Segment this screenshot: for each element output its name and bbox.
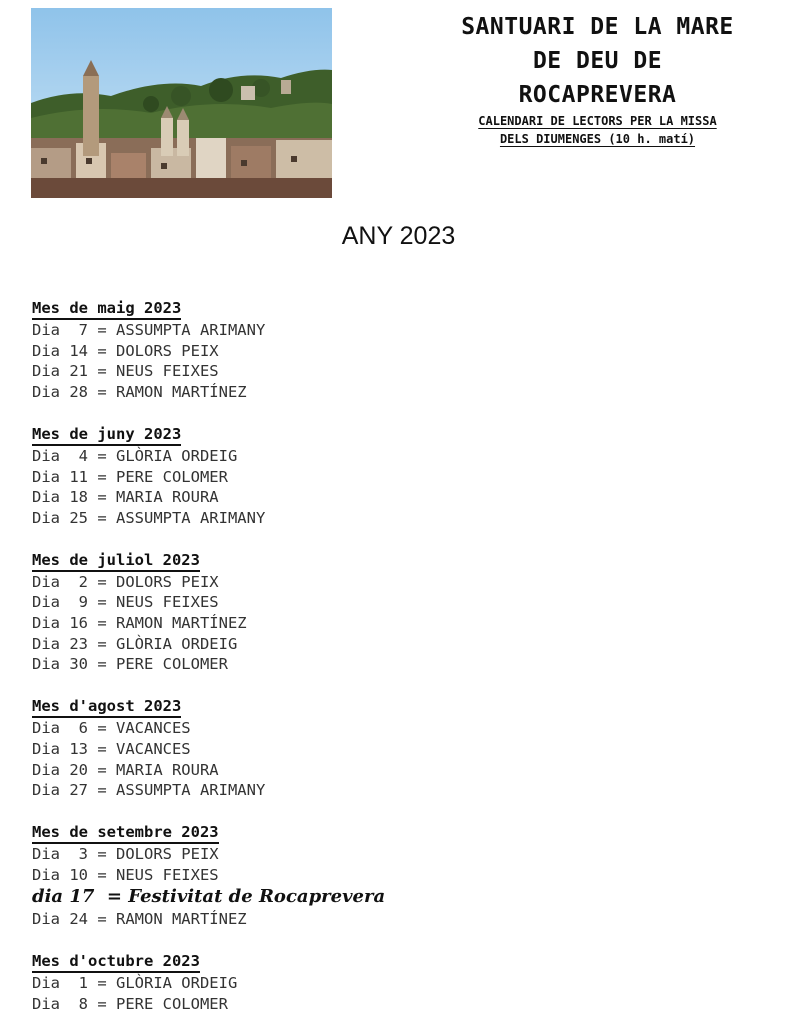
- reader-entry: Dia 2 = DOLORS PEIX: [32, 572, 219, 591]
- calendar-subtitle-line-1: [420, 112, 775, 130]
- calendar-subtitle-line-2: [420, 130, 775, 148]
- reader-entry: Dia 8 = PERE COLOMER: [32, 994, 228, 1013]
- month-section: [32, 951, 385, 1014]
- reader-entry: Dia 6 = VACANCES: [32, 719, 191, 738]
- year-heading: ANY 2023: [341, 222, 456, 250]
- reader-entry: Dia 1 = GLÒRIA ORDEIG: [32, 974, 238, 993]
- reader-entry: Dia 27 = ASSUMPTA ARIMANY: [32, 781, 266, 800]
- month-section: [32, 696, 385, 801]
- month-title: Mes de juny 2023: [32, 424, 181, 446]
- sanctuary-title-line-3: ROCAPREVERA: [518, 82, 677, 108]
- document-header: [420, 10, 775, 148]
- reader-entry: Dia 13 = VACANCES: [32, 739, 191, 758]
- reader-entry: Dia 28 = RAMON MARTÍNEZ: [32, 383, 247, 402]
- reader-entry: Dia 4 = GLÒRIA ORDEIG: [32, 446, 238, 465]
- sanctuary-title-line-2: DE DEU DE: [532, 48, 663, 74]
- month-title: Mes de setembre 2023: [32, 822, 219, 844]
- reader-entry: Dia 25 = ASSUMPTA ARIMANY: [32, 508, 266, 527]
- reader-entry: Dia 3 = DOLORS PEIX: [32, 844, 219, 863]
- reader-entry: Dia 16 = RAMON MARTÍNEZ: [32, 614, 247, 633]
- reader-entry: Dia 11 = PERE COLOMER: [32, 467, 228, 486]
- reader-entry: Dia 30 = PERE COLOMER: [32, 655, 228, 674]
- calendar-subtitle-text-2: DELS DIUMENGES (10 h. matí): [499, 132, 696, 146]
- town-landscape-image: [31, 8, 332, 198]
- reader-entry: Dia 10 = NEUS FEIXES: [32, 865, 219, 884]
- month-section: [32, 822, 385, 930]
- reader-entry: Dia 23 = GLÒRIA ORDEIG: [32, 634, 238, 653]
- reader-entry: Dia 7 = ASSUMPTA ARIMANY: [32, 321, 266, 339]
- town-photo: [31, 8, 332, 198]
- month-title: Mes d'octubre 2023: [32, 951, 200, 973]
- month-section: [32, 550, 385, 676]
- reader-entry: Dia 18 = MARIA ROURA: [32, 488, 219, 507]
- month-title: Mes de maig 2023: [32, 298, 181, 320]
- readers-calendar: [32, 298, 385, 1035]
- calendar-subtitle-text-1: CALENDARI DE LECTORS PER LA MISSA: [478, 114, 717, 128]
- month-title: Mes de juliol 2023: [32, 550, 200, 572]
- month-section: [32, 424, 385, 529]
- reader-entry: Dia 24 = RAMON MARTÍNEZ: [32, 910, 247, 929]
- reader-entry: Dia 14 = DOLORS PEIX: [32, 341, 219, 360]
- reader-entry: Dia 21 = NEUS FEIXES: [32, 362, 219, 381]
- month-section: [32, 298, 385, 403]
- reader-entry: Dia 9 = NEUS FEIXES: [32, 593, 219, 612]
- festivity-entry: dia 17 = Festivitat de Rocaprevera: [32, 886, 386, 908]
- reader-entry: Dia 20 = MARIA ROURA: [32, 760, 219, 779]
- month-title: Mes d'agost 2023: [32, 696, 181, 718]
- sanctuary-title-line-1: SANTUARI DE LA MARE: [461, 14, 734, 40]
